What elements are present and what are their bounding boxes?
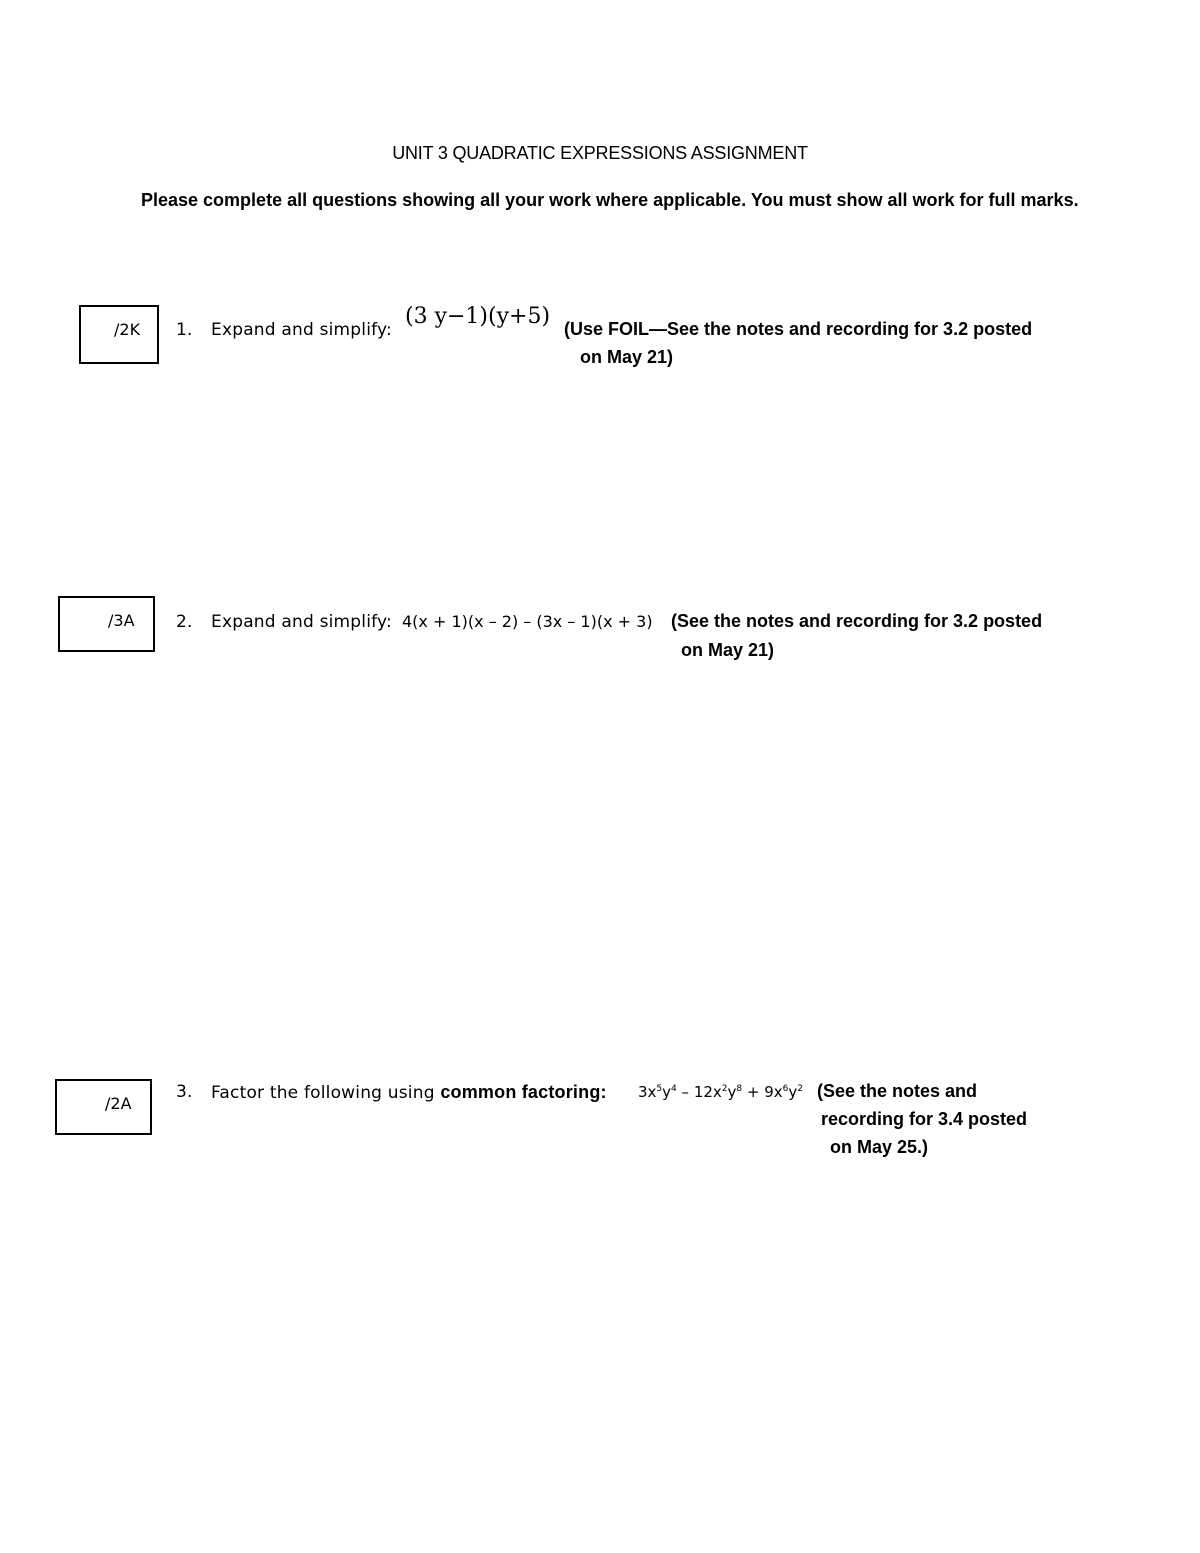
question-note: on May 21) <box>681 640 775 660</box>
question-note: recording for 3.4 posted <box>821 1109 1028 1129</box>
question-note: (See the notes and <box>817 1081 978 1101</box>
question-prompt <box>211 1082 607 1103</box>
question-expression: 4(x + 1)(x – 2) – (3x – 1)(x + 3) <box>402 612 653 631</box>
question-number: 1. <box>176 320 193 340</box>
question-number: 2. <box>176 612 193 632</box>
question-note: on May 25.) <box>830 1137 929 1157</box>
score-label: /3A <box>108 611 135 630</box>
score-box-q1 <box>79 305 159 364</box>
question-number: 3. <box>176 1082 193 1102</box>
prompt-bold: common factoring: <box>440 1082 607 1102</box>
question-note: on May 21) <box>580 347 674 367</box>
score-box-q2 <box>58 596 155 652</box>
prompt-text: Factor the following using <box>211 1083 435 1103</box>
question-note: (Use FOIL—See the notes and recording for 3.2 posted <box>564 319 1033 339</box>
score-box-q3 <box>55 1079 152 1135</box>
instructions: Please complete all questions showing all your work where applicable. You must show all work for full marks. <box>141 190 1079 210</box>
question-prompt: Expand and simplify: <box>211 612 392 632</box>
question-note: (See the notes and recording for 3.2 posted <box>671 611 1043 631</box>
page-title: UNIT 3 QUADRATIC EXPRESSIONS ASSIGNMENT <box>392 143 808 163</box>
score-label: /2K <box>114 320 141 339</box>
question-expression: $3x^5y^4 - 12x^2y^8 + 9x^6y^2$ <box>638 1083 804 1101</box>
score-label: /2A <box>105 1094 132 1113</box>
question-prompt: Expand and simplify: <box>211 320 392 340</box>
question-expression: (3 y−1)(y+5) <box>405 304 551 329</box>
